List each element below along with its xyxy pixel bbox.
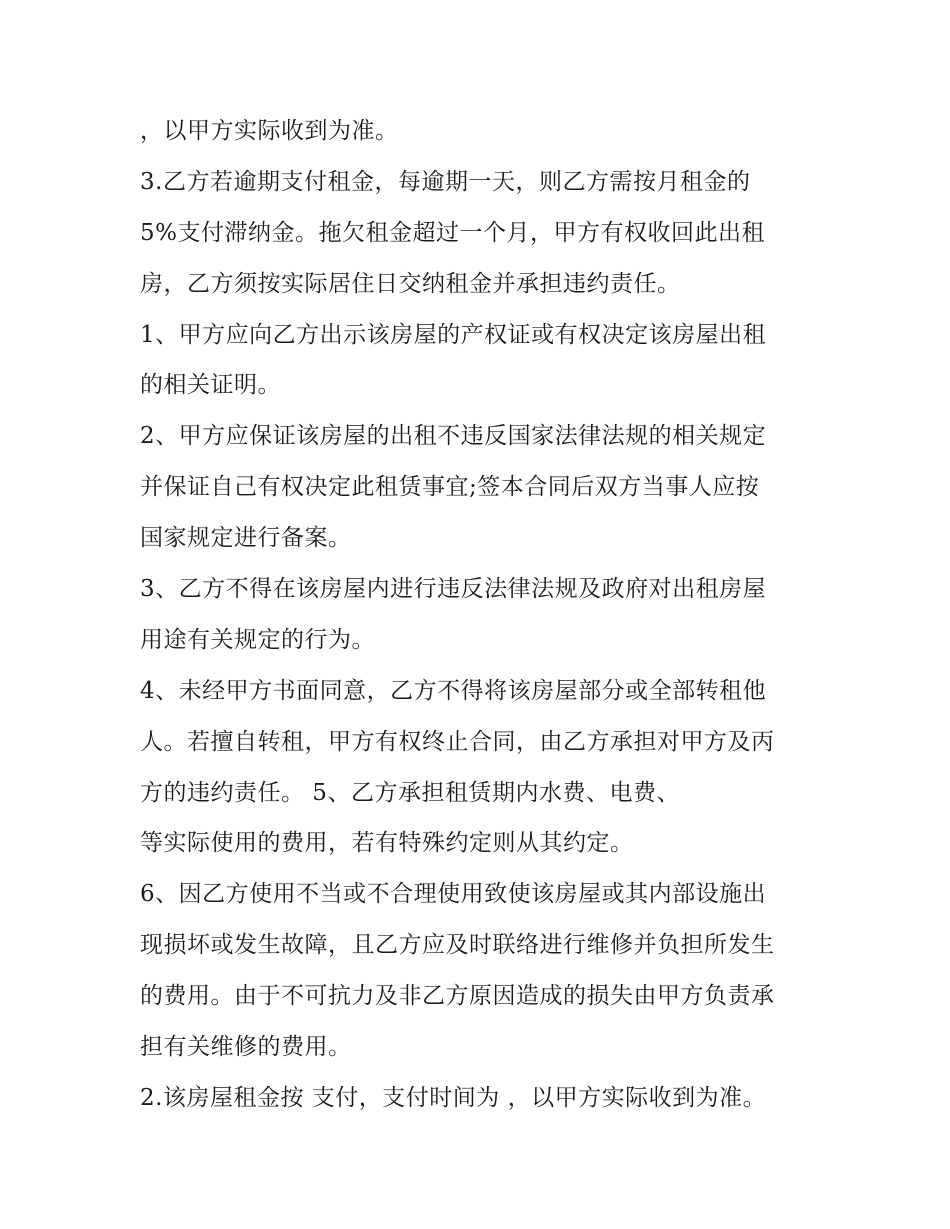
text-line: ，以甲方实际收到为准。 [140, 118, 399, 144]
text-line: 2、甲方应保证该房屋的出租不违反国家法律法规的相关规定 [140, 423, 767, 450]
text-line: 1、甲方应向乙方出示该房屋的产权证或有权决定该房屋出租 [140, 321, 767, 348]
text-line: 等实际使用的费用，若有特殊约定则从其约定。 [140, 830, 634, 857]
text-line: 4、未经甲方书面同意，乙方不得将该房屋部分或全部转租他 [140, 677, 767, 704]
text-line: 房，乙方须按实际居住日交纳租金并承担违约责任。 [140, 270, 681, 297]
text-line: 5%支付滞纳金。拖欠租金超过一个月，甲方有权收回此出租 [140, 219, 765, 246]
text-line: 担有关维修的费用。 [140, 1034, 352, 1061]
text-line: 6、因乙方使用不当或不合理使用致使该房屋或其内部设施出 [140, 881, 767, 908]
text-line: 2.该房屋租金按 支付，支付时间为 ，以甲方实际收到为准。 [140, 1084, 767, 1111]
text-line: 方的违约责任。 5、乙方承担租赁期内水费、电费、 [140, 779, 680, 806]
text-line: 3、乙方不得在该房屋内进行违反法律法规及政府对出租房屋 [140, 576, 767, 603]
text-line: 3.乙方若逾期支付租金，每逾期一天，则乙方需按月租金的 [140, 168, 751, 195]
text-line: 用途有关规定的行为。 [140, 626, 375, 653]
text-line: 现损坏或发生故障，且乙方应及时联络进行维修并负担所发生 [140, 932, 775, 959]
text-line: 的相关证明。 [140, 372, 281, 399]
text-line: 并保证自己有权决定此租赁事宜;签本合同后双方当事人应按 [140, 474, 760, 501]
text-line: 人。若擅自转租，甲方有权终止合同，由乙方承担对甲方及丙 [140, 728, 775, 755]
text-line: 的费用。由于不可抗力及非乙方原因造成的损失由甲方负责承 [140, 983, 775, 1010]
text-line: 国家规定进行备案。 [140, 525, 352, 552]
contract-text [140, 106, 820, 1124]
